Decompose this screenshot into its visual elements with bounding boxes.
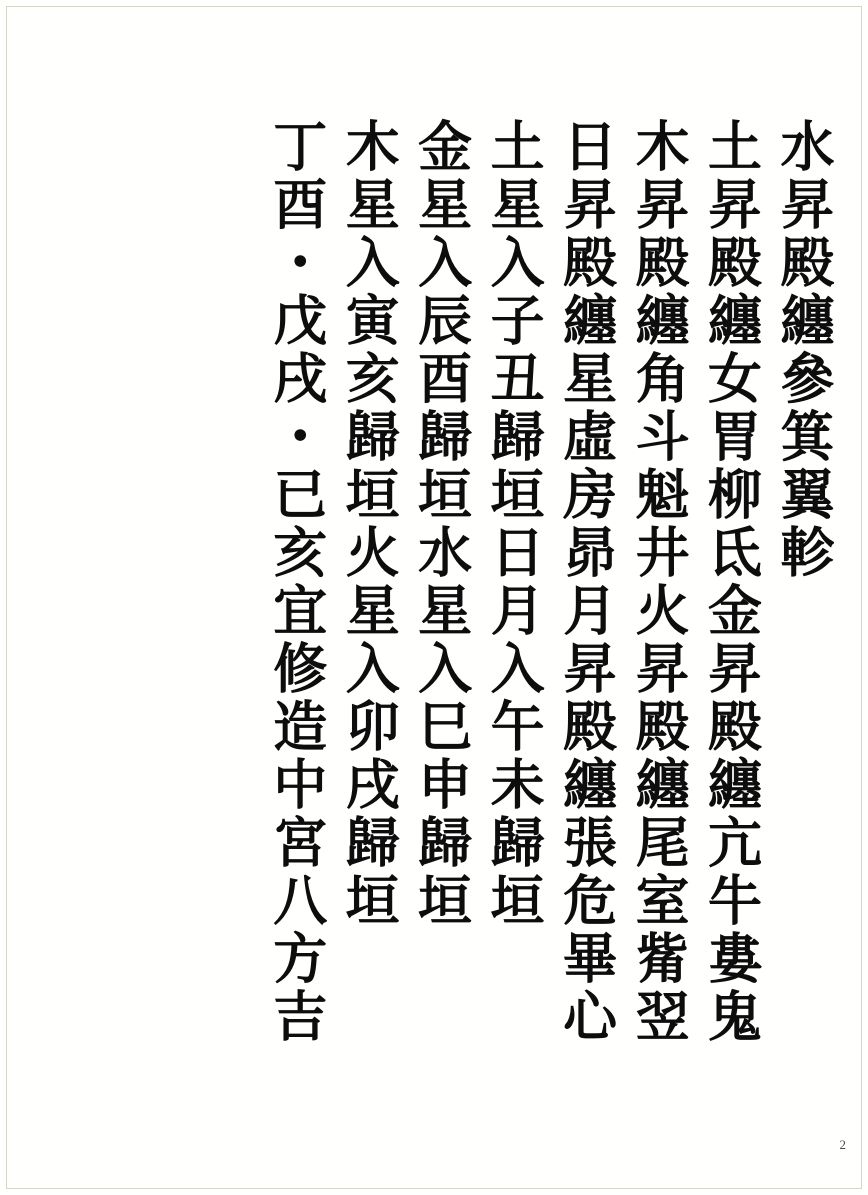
- column-5-top-line: 日昇殿纏星虛房昴: [554, 118, 619, 582]
- column-6-bottom-line: 火昇殿纏尾室觜翌: [627, 582, 692, 1046]
- column-4-top-line: 土星入子丑歸垣: [482, 118, 547, 524]
- column-7-bottom-line: 金昇殿纏亢牛婁鬼: [699, 582, 764, 1046]
- column-2-bottom-line: 火星入卯戌歸垣: [337, 524, 402, 930]
- column-3-bottom-line: 水星入巳申歸垣: [409, 524, 474, 930]
- column-1-top-line: 丁酉・戊戌・已亥宜修造中宮八方吉: [264, 118, 329, 1046]
- column-2-top-line: 木星入寅亥歸垣: [337, 118, 402, 524]
- text-column-4: [478, 118, 550, 1078]
- column-8-top-line: 水昇殿纏參箕翼軫: [772, 118, 836, 582]
- text-column-2: [333, 118, 405, 1078]
- column-6-top-line: 木昇殿纏角斗魁井: [627, 118, 692, 582]
- text-column-8: [768, 118, 840, 1078]
- text-column-7: [695, 118, 767, 1078]
- vertical-text-block: [260, 118, 840, 1078]
- text-column-1: [260, 118, 332, 1078]
- column-7-top-line: 土昇殿纏女胃柳氐: [699, 118, 764, 582]
- page-number: 2: [839, 1137, 846, 1152]
- column-4-bottom-line: 日月入午未歸垣: [482, 524, 547, 930]
- text-column-6: [623, 118, 695, 1078]
- text-column-3: [405, 118, 477, 1078]
- text-column-5: [550, 118, 622, 1078]
- column-3-top-line: 金星入辰酉歸垣: [409, 118, 474, 524]
- column-5-bottom-line: 月昇殿纏張危畢心: [554, 582, 619, 1046]
